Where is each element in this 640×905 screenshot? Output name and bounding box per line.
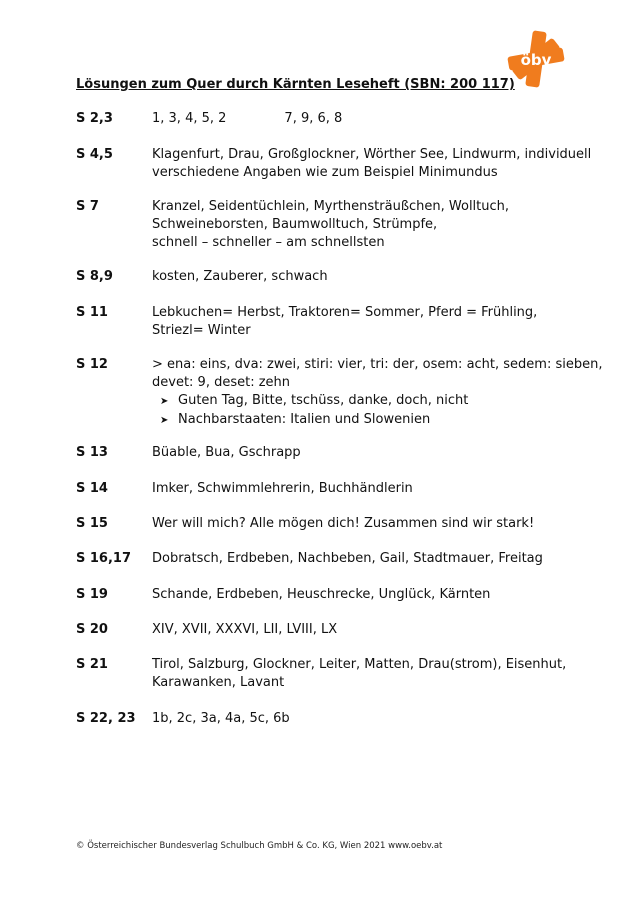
answer-content — [152, 444, 582, 462]
answer-content — [152, 198, 582, 252]
answer-line: Büable, Bua, Gschrapp — [152, 445, 301, 460]
answer-line: Tirol, Salzburg, Glockner, Leiter, Matten, Drau(strom), Eisenhut, — [152, 657, 567, 672]
page-label: S 7 — [76, 199, 99, 214]
page-label: S 22, 23 — [76, 711, 136, 726]
page-label: S 14 — [76, 481, 108, 496]
answer-line: kosten, Zauberer, schwach — [152, 269, 328, 284]
page-label: S 4,5 — [76, 147, 113, 162]
answer-content — [152, 480, 582, 498]
answer-part: 7, 9, 6, 8 — [284, 111, 343, 126]
answer-content — [152, 710, 582, 728]
page-label: S 13 — [76, 445, 108, 460]
page-label: S 11 — [76, 305, 108, 320]
answer-content — [152, 550, 582, 568]
answer-line: Klagenfurt, Drau, Großglockner, Wörther See, Lindwurm, individuell — [152, 147, 592, 162]
page-label: S 19 — [76, 587, 108, 602]
page-title: Lösungen zum Quer durch Kärnten Leseheft (SBN: 200 117) — [76, 77, 515, 92]
answer-line: Imker, Schwimmlehrerin, Buchhändlerin — [152, 481, 413, 496]
logo-text: öbv — [520, 51, 552, 69]
arrow-right-icon: ➤ — [160, 396, 169, 407]
list-item — [160, 411, 582, 430]
answer-line: Lebkuchen= Herbst, Traktoren= Sommer, Pferd = Frühling, — [152, 305, 538, 320]
answer-content — [152, 268, 582, 286]
answer-line: > ena: eins, dva: zwei, stiri: vier, tri: der, osem: acht, sedem: sieben, — [152, 357, 603, 372]
answer-line — [152, 110, 582, 128]
answer-line: Striezl= Winter — [152, 323, 251, 338]
answer-line: 1b, 2c, 3a, 4a, 5c, 6b — [152, 711, 290, 726]
page-label: S 15 — [76, 516, 108, 531]
page-label: S 16,17 — [76, 551, 132, 566]
page-label: S 2,3 — [76, 111, 113, 126]
answer-content — [152, 110, 582, 128]
answer-line: Schweineborsten, Baumwolltuch, Strümpfe, — [152, 217, 438, 232]
page-label: S 21 — [76, 657, 108, 672]
answer-line: Karawanken, Lavant — [152, 675, 285, 690]
answer-line: Wer will mich? Alle mögen dich! Zusammen sind wir stark! — [152, 516, 535, 531]
answer-content — [152, 586, 582, 604]
page-label: S 20 — [76, 622, 108, 637]
copyright-footer: © Österreichischer Bundesverlag Schulbuch GmbH & Co. KG, Wien 2021 www.oebv.at — [76, 841, 443, 851]
page-label: S 12 — [76, 357, 108, 372]
page-label: S 8,9 — [76, 269, 113, 284]
arrow-right-icon: ➤ — [160, 415, 169, 426]
list-item-text: Nachbarstaaten: Italien und Slowenien — [178, 412, 431, 427]
answer-line: devet: 9, deset: zehn — [152, 375, 291, 390]
answer-line: verschiedene Angaben wie zum Beispiel Minimundus — [152, 165, 498, 180]
list-item-text: Guten Tag, Bitte, tschüss, danke, doch, nicht — [178, 393, 469, 408]
answer-line: Kranzel, Seidentüchlein, Myrthensträußchen, Wolltuch, — [152, 199, 510, 214]
answer-content — [152, 656, 582, 692]
answer-line: XIV, XVII, XXXVI, LII, LVIII, LX — [152, 622, 338, 637]
answer-content — [152, 515, 582, 533]
answer-line: Schande, Erdbeben, Heuschrecke, Unglück, Kärnten — [152, 587, 491, 602]
answer-part: 1, 3, 4, 5, 2 — [152, 111, 227, 126]
answer-line: Dobratsch, Erdbeben, Nachbeben, Gail, Stadtmauer, Freitag — [152, 551, 543, 566]
answer-content — [152, 356, 603, 430]
answer-content — [152, 304, 582, 340]
list-item — [160, 392, 582, 411]
answer-content — [152, 621, 582, 639]
bullet-list — [152, 392, 582, 430]
answer-content — [152, 146, 592, 182]
answer-line: schnell – schneller – am schnellsten — [152, 235, 385, 250]
